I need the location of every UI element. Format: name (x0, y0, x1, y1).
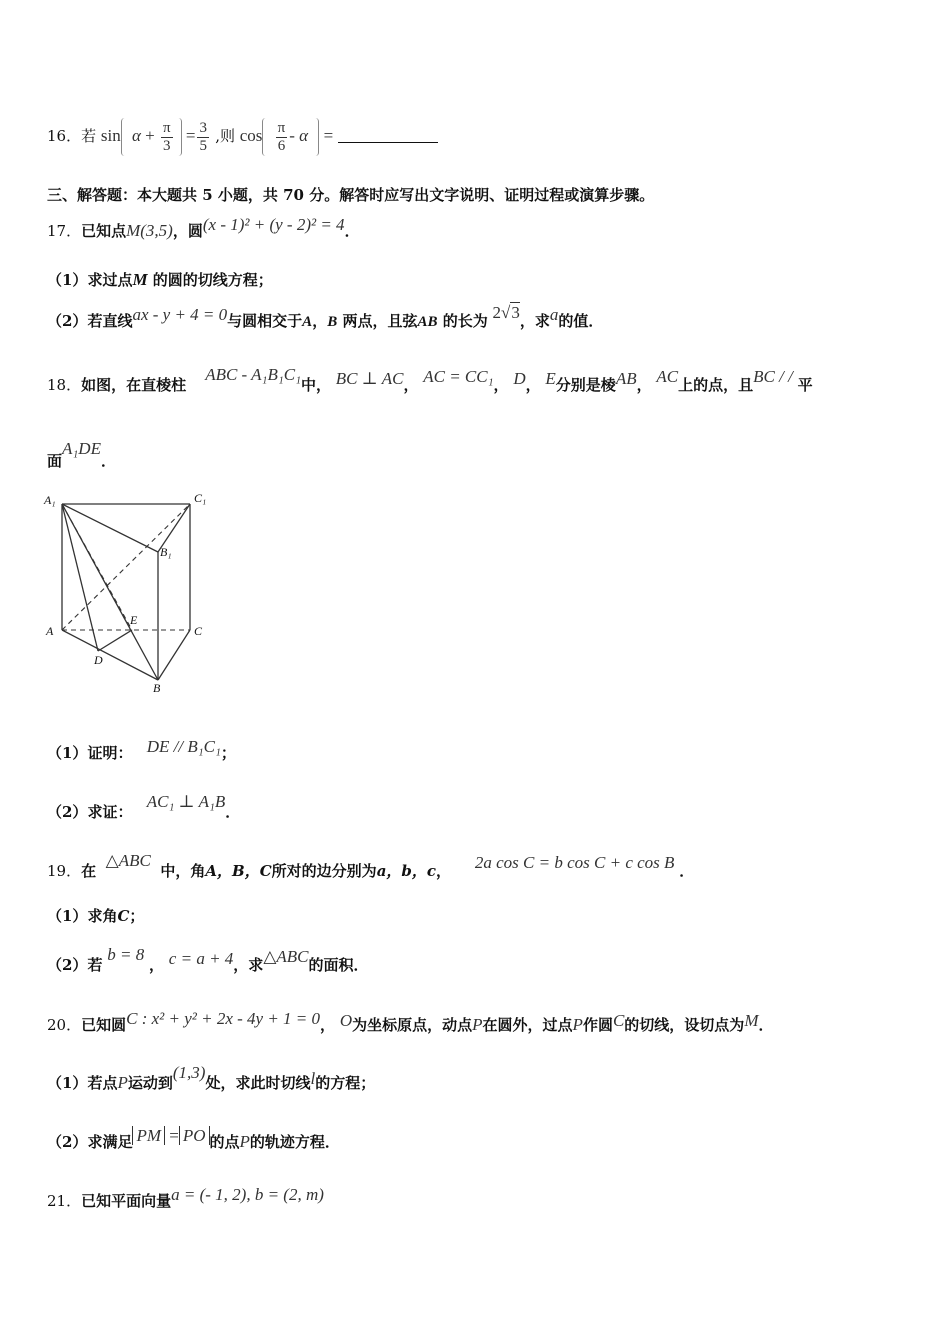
label-B: B (153, 681, 161, 695)
q20-part2: （2）求满足 PM = PO 的点P的轨迹方程． (47, 1126, 340, 1151)
label-A1: A₁ (44, 493, 56, 507)
section-3-title: 三、解答题：本大题共 5 小题，共 70 分。解答时应写出文字说明、证明过程或演算步骤。 (47, 186, 655, 204)
q18: 18．如图，在直棱柱 ABC - A₁B₁C₁中， BC ⊥ AC， AC = CC₁， D， E分别是棱AB， AC上的点，且BC / / 平 (47, 365, 813, 394)
label-B1: B₁ (160, 545, 172, 559)
label-C1: C₁ (194, 491, 207, 505)
q16: 16．若 sin α + $\frac{\pi}{3}$ = $\frac{3}{5}$ ,则 cos $\frac{\pi}{6}$ - α = (47, 118, 438, 156)
q20: 20．已知圆C : x² + y² + 2x - 4y + 1 = 0， O为坐标原点，动点P在圆外，过点P作圆C的切线，设切点为M． (47, 1009, 774, 1034)
q19: 19．在 △ABC 中，角A，B，C所对的边分别为a，b，c， 2a cos C = b cos C + c cos B ． (47, 851, 695, 880)
q17: 17．已知点M(3,5)，圆(x - 1)² + (y - 2)² = 4． (47, 215, 360, 240)
label-D: D (94, 653, 103, 667)
q16-expr: sin α + $\frac{\pi}{3}$ = $\frac{3}{5}$ (101, 126, 215, 145)
q17-part1: （1）求过点M 的圆的切线方程； (47, 270, 273, 289)
label-C: C (194, 624, 203, 638)
q18-part1: （1）证明： DE // B₁C₁； (47, 737, 236, 762)
q18-part2: （2）求证： AC₁ ⊥ A₁B． (47, 792, 241, 821)
label-E: E (130, 613, 138, 627)
prism-figure (40, 488, 220, 698)
q21: 21．已知平面向量a = (- 1, 2), b = (2, m) (47, 1185, 324, 1210)
label-A: A (46, 624, 54, 638)
answer-blank (338, 128, 438, 143)
q20-part1: （1）若点P运动到(1,3)处，求此时切线l的方程； (47, 1063, 376, 1092)
q17-part2: （2）若直线ax - y + 4 = 0与圆相交于A，B 两点，且弦AB 的长为 2√3，求a的值． (47, 303, 604, 330)
q18-line2: 面A₁DE． (47, 439, 116, 470)
q19-part2: （2）若 b = 8 ， c = a + 4，求△ABC的面积． (47, 945, 369, 974)
q19-part1: （1）求角C； (47, 907, 145, 925)
